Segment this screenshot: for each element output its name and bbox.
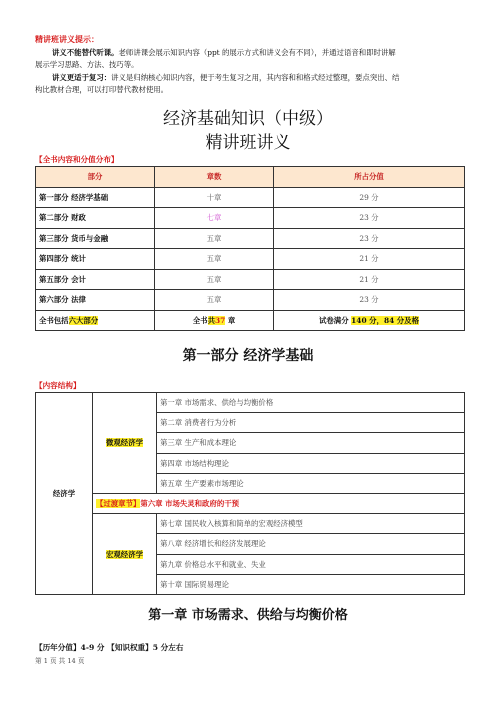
structure-table [35,392,465,595]
score-cell: 23 分 [274,290,465,311]
score-cell: 23 分 [274,228,465,249]
notice-paragraph-2 [35,72,465,95]
part-cell: 第四部分 统计 [36,249,155,270]
part-cell: 第二部分 财政 [36,208,155,229]
chapters-cell: 七章 [155,208,274,229]
part1-title: 第一部分 经济学基础 [182,348,314,364]
header-part: 部分 [36,167,155,188]
header-score: 所占分值 [274,167,465,188]
table-row [36,393,465,413]
chapters-cell: 五章 [155,228,274,249]
table-row [36,208,465,229]
transition-cell [93,493,465,513]
notice-key-1: 讲义不能替代听课。 [52,48,119,57]
notice-paragraph-1 [35,47,465,70]
table-row [36,290,465,311]
doc-subtitle: 精讲班讲义 [205,133,291,153]
total-chap-highlight [208,316,226,325]
distribution-label: 【全书内容和分值分布】 [35,155,119,164]
macro-cell [93,514,157,595]
notice-title: 精讲班讲义提示： [35,34,99,44]
score-cell: 23 分 [274,208,465,229]
total-chap-suffix: 章 [225,315,236,325]
chapters-cell: 五章 [155,249,274,270]
total-row [36,310,465,331]
notice-text-1a: 老师讲课会展示知识内容（ppt 的展示方式和讲义会有不同），并通过语音和即时讲解 [118,48,396,57]
chapter-cell: 第一章 市场需求、供给与均衡价格 [157,393,465,413]
chapter-cell: 第十章 国际贸易理论 [157,574,465,594]
doc-title: 经济基础知识（中级） [163,109,333,129]
table-row [36,187,465,208]
total-chap-count: 37 [214,315,226,325]
chapter-cell: 第三章 生产和成本理论 [157,433,465,453]
chapters-cell: 五章 [155,269,274,290]
micro-cell [93,393,157,494]
part-cell: 第五部分 会计 [36,269,155,290]
transition-text: 第六章 市场失灵和政府的干预 [140,499,240,509]
chapter-cell: 第四章 市场结构理论 [157,453,465,473]
chapter-cell: 第七章 国民收入核算和简单的宏观经济模型 [157,514,465,534]
part-cell: 第三部分 货币与金融 [36,228,155,249]
micro-label: 微观经济学 [106,438,143,448]
chapter-cell: 第九章 价格总水平和就业、失业 [157,554,465,574]
chapter1-title: 第一章 市场需求、供给与均衡价格 [148,608,348,623]
score-info: 【历年分值】4-9 分 【知识权重】5 分左右 [35,643,184,652]
notice-text-1b: 展示学习思路、方法、技巧等。 [35,59,139,69]
transition-row [36,493,465,513]
notice-text-2a: 讲义是归纳核心知识内容，便于考生复习之用，其内容和和格式经过整理，要点突出、结 [111,73,400,82]
total-chap-prefix: 全书 [192,315,208,325]
transition-tag: 【过渡章节】 [96,499,141,509]
notice-text-2b: 构比教材合理，可以打印替代教材使用。 [35,84,169,94]
distribution-table [35,166,465,331]
chapter-cell: 第五章 生产要素市场理论 [157,473,465,493]
total-score-prefix: 试卷满分 [319,315,352,325]
total-score-highlight: 140 分，84 分及格 [351,315,419,325]
table-row [36,514,465,534]
total-part-highlight: 六大部分 [68,315,99,325]
total-chap-hl-text: 共 [207,315,215,325]
chapters-cell: 十章 [155,187,274,208]
notice-key-2: 讲义更适于复习： [52,73,112,82]
structure-label: 【内容结构】 [35,381,81,390]
header-chapters: 章数 [155,167,274,188]
table-row [36,249,465,270]
total-part-cell [36,310,155,331]
page-number: 第 1 页 共 14 页 [35,657,85,665]
root-cell: 经济学 [36,393,93,595]
chapters-cell: 五章 [155,290,274,311]
table-row [36,228,465,249]
score-cell: 21 分 [274,269,465,290]
macro-label: 宏观经济学 [106,549,143,559]
chapter-cell: 第八章 经济增长和经济发展理论 [157,534,465,554]
total-chapters-cell [155,310,274,331]
score-cell: 21 分 [274,249,465,270]
part-cell: 第六部分 法律 [36,290,155,311]
distribution-header-row [36,167,465,188]
chapter-cell: 第二章 消费者行为分析 [157,413,465,433]
total-score-cell [274,310,465,331]
table-row [36,269,465,290]
total-part-prefix: 全书包括 [39,315,69,325]
part-cell: 第一部分 经济学基础 [36,187,155,208]
score-cell: 29 分 [274,187,465,208]
